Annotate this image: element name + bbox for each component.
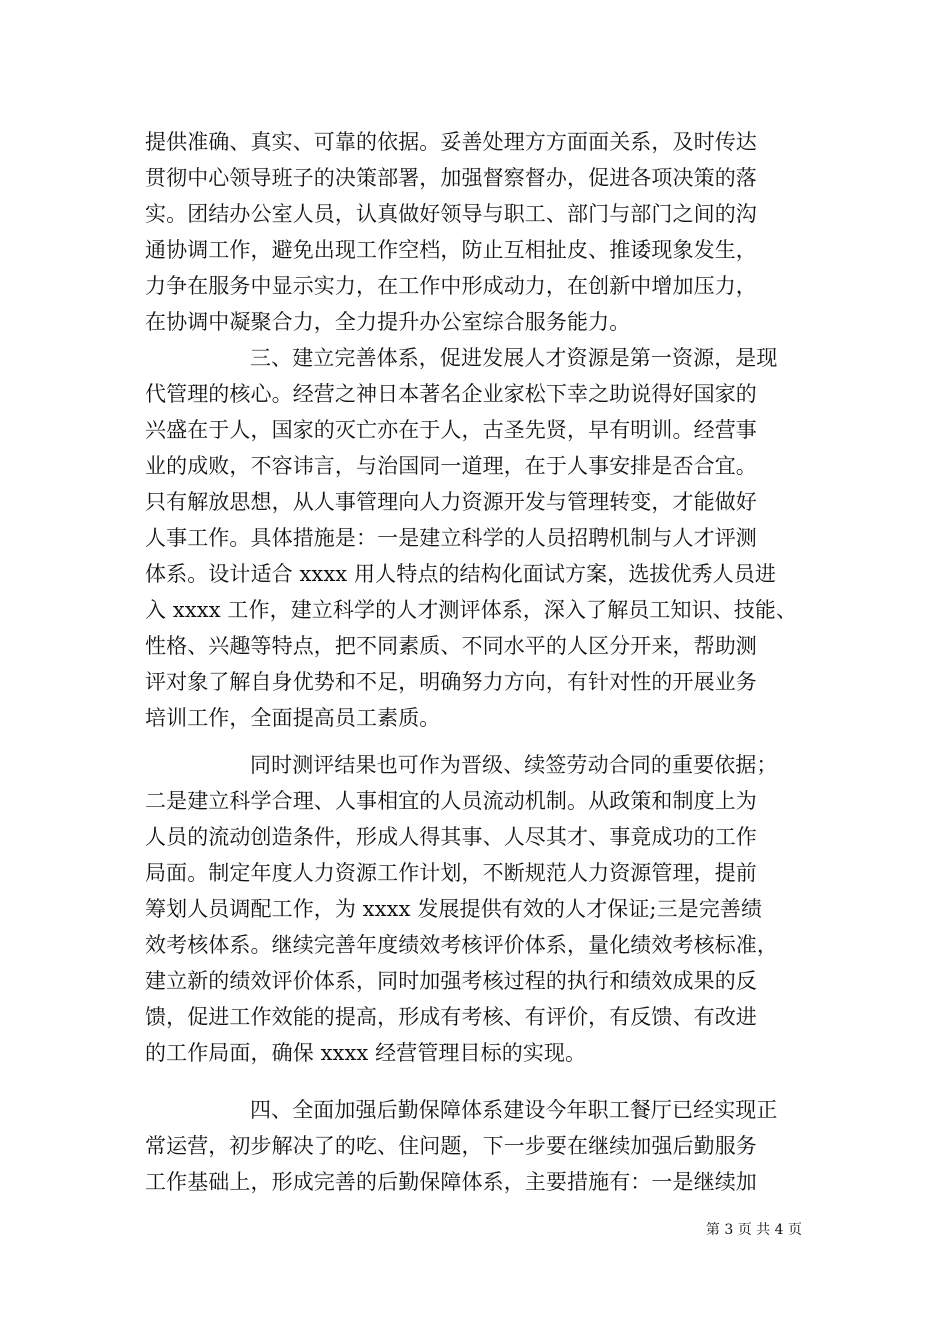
text-line: 力争在服务中显示实力，在工作中形成动力，在创新中增加压力，	[145, 274, 757, 298]
text-line: 只有解放思想，从人事管理向人力资源开发与管理转变，才能做好	[145, 490, 757, 514]
text-line: 代管理的核心。经营之神日本著名企业家松下幸之助说得好国家的	[145, 382, 757, 406]
text-line: 培训工作，全面提高员工素质。	[145, 706, 441, 730]
text-line: 通协调工作，避免出现工作空档，防止互相扯皮、推诿现象发生，	[145, 238, 757, 262]
text-line: 二是建立科学合理、人事相宜的人员流动机制。从政策和制度上为	[145, 789, 757, 813]
text-line: 在协调中凝聚合力，全力提升办公室综合服务能力。	[145, 310, 631, 334]
text-line: 业的成败，不容讳言，与治国同一道理，在于人事安排是否合宜。	[145, 454, 757, 478]
text-line: 筹划人员调配工作，为 xxxx 发展提供有效的人才保证;三是完善绩	[145, 897, 763, 921]
text-line: 兴盛在于人，国家的灭亡亦在于人，古圣先贤，早有明训。经营事	[145, 418, 757, 442]
text-line: 效考核体系。继续完善年度绩效考核评价体系，量化绩效考核标准，	[145, 933, 778, 957]
text-line: 贯彻中心领导班子的决策部署，加强督察督办，促进各项决策的落	[145, 166, 757, 190]
text-line: 入 xxxx 工作，建立科学的人才测评体系，深入了解员工知识、技能、	[145, 598, 798, 622]
text-line: 人事工作。具体措施是：一是建立科学的人员招聘机制与人才评测	[145, 526, 757, 550]
text-line: 评对象了解自身优势和不足，明确努力方向，有针对性的开展业务	[145, 670, 757, 694]
text-line: 人员的流动创造条件，形成人得其事、人尽其才、事竟成功的工作	[145, 825, 757, 849]
text-line: 体系。设计适合 xxxx 用人特点的结构化面试方案，选拔优秀人员进	[145, 562, 777, 586]
section-heading-3: 三、建立完善体系，促进发展人才资源是第一资源，是现	[250, 346, 778, 370]
text-line: 建立新的绩效评价体系，同时加强考核过程的执行和绩效成果的反	[145, 969, 757, 993]
text-line: 局面。制定年度人力资源工作计划，不断规范人力资源管理，提前	[145, 861, 757, 885]
page-number-footer: 第 3 页 共 4 页	[705, 1222, 802, 1238]
text-line: 馈，促进工作效能的提高，形成有考核、有评价，有反馈、有改进	[145, 1005, 757, 1029]
text-line: 实。团结办公室人员，认真做好领导与职工、部门与部门之间的沟	[145, 202, 757, 226]
paragraph-start: 同时测评结果也可作为晋级、续签劳动合同的重要依据；	[250, 753, 778, 777]
text-line: 工作基础上，形成完善的后勤保障体系，主要措施有：一是继续加	[145, 1170, 757, 1194]
text-line: 提供准确、真实、可靠的依据。妥善处理方方面面关系，及时传达	[145, 130, 757, 154]
text-line: 的工作局面，确保 xxxx 经营管理目标的实现。	[145, 1041, 587, 1065]
text-line: 常运营，初步解决了的吃、住问题，下一步要在继续加强后勤服务	[145, 1134, 757, 1158]
section-heading-4: 四、全面加强后勤保障体系建设今年职工餐厅已经实现正	[250, 1098, 778, 1122]
text-line: 性格、兴趣等特点，把不同素质、不同水平的人区分开来，帮助测	[145, 634, 757, 658]
